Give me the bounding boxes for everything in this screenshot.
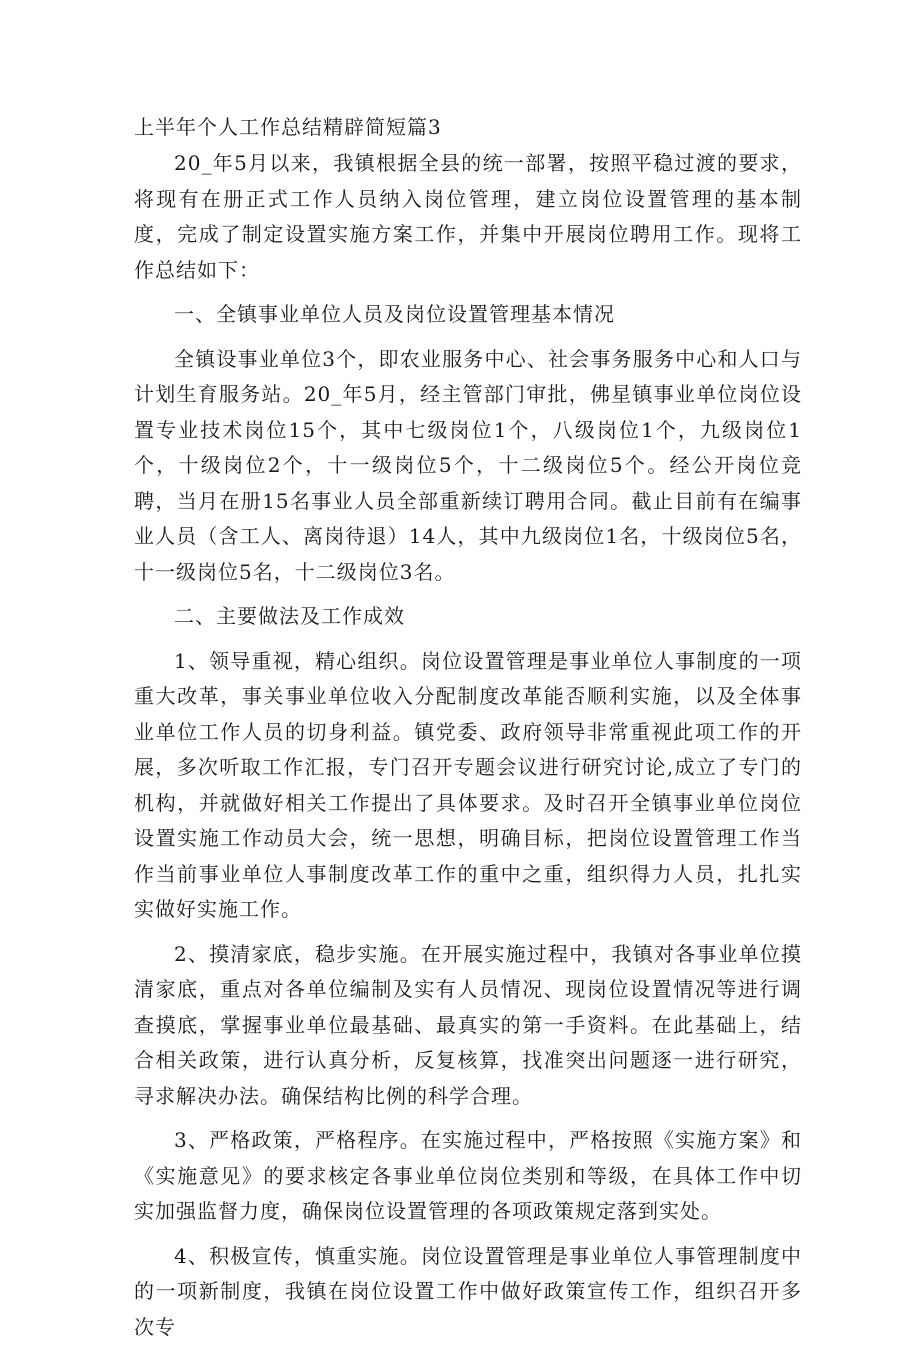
item-3-paragraph: 3、严格政策，严格程序。在实施过程中，严格按照《实施方案》和《实施意见》的要求核定各事业单位岗位类别和等级，在具体工作中切实加强监督力度，确保岗位设置管理的各项政策规定落到实处。 <box>134 1123 802 1230</box>
section-1-heading: 一、全镇事业单位人员及岗位设置管理基本情况 <box>134 297 802 333</box>
section-1-paragraph: 全镇设事业单位3个，即农业服务中心、社会事务服务中心和人口与计划生育服务站。20_年5月，经主管部门审批，佛星镇事业单位岗位设置专业技术岗位15个，其中七级岗位1个，八级岗位1个，九级岗位1个，十级岗位2个，十一级岗位5个，十二级岗位5个。经公开岗位竞聘，当月在册15名事业人员全部重新续订聘用合同。截止目前有在编事业人员（含工人、离岗待退）14人，其中九级岗位1名，十级岗位5名，十一级岗位5名，十二级岗位3名。 <box>134 342 802 591</box>
section-2-heading: 二、主要做法及工作成效 <box>134 599 802 635</box>
item-2-paragraph: 2、摸清家底，稳步实施。在开展实施过程中，我镇对各事业单位摸清家底，重点对各单位编制及实有人员情况、现岗位设置情况等进行调查摸底，掌握事业单位最基础、最真实的第一手资料。在此基础上，结合相关政策，进行认真分析，反复核算，找准突出问题逐一进行研究，寻求解决办法。确保结构比例的科学合理。 <box>134 937 802 1115</box>
item-1-paragraph: 1、领导重视，精心组织。岗位设置管理是事业单位人事制度的一项重大改革，事关事业单位收入分配制度改革能否顺利实施，以及全体事业单位工作人员的切身利益。镇党委、政府领导非常重视此项工作的开展，多次听取工作汇报，专门召开专题会议进行研究讨论,成立了专门的机构，并就做好相关工作提出了具体要求。及时召开全镇事业单位岗位设置实施工作动员大会，统一思想，明确目标，把岗位设置管理工作当作当前事业单位人事制度改革工作的重中之重，组织得力人员，扎扎实实做好实施工作。 <box>134 644 802 928</box>
document-title: 上半年个人工作总结精辟简短篇3 <box>134 108 802 146</box>
intro-paragraph: 20_年5月以来，我镇根据全县的统一部署，按照平稳过渡的要求，将现有在册正式工作人员纳入岗位管理，建立岗位设置管理的基本制度，完成了制定设置实施方案工作，并集中开展岗位聘用工作。现将工作总结如下： <box>134 146 802 288</box>
item-4-paragraph: 4、积极宣传，慎重实施。岗位设置管理是事业单位人事管理制度中的一项新制度，我镇在岗位设置工作中做好政策宣传工作，组织召开多次专 <box>134 1239 802 1345</box>
document-body <box>134 108 802 1345</box>
